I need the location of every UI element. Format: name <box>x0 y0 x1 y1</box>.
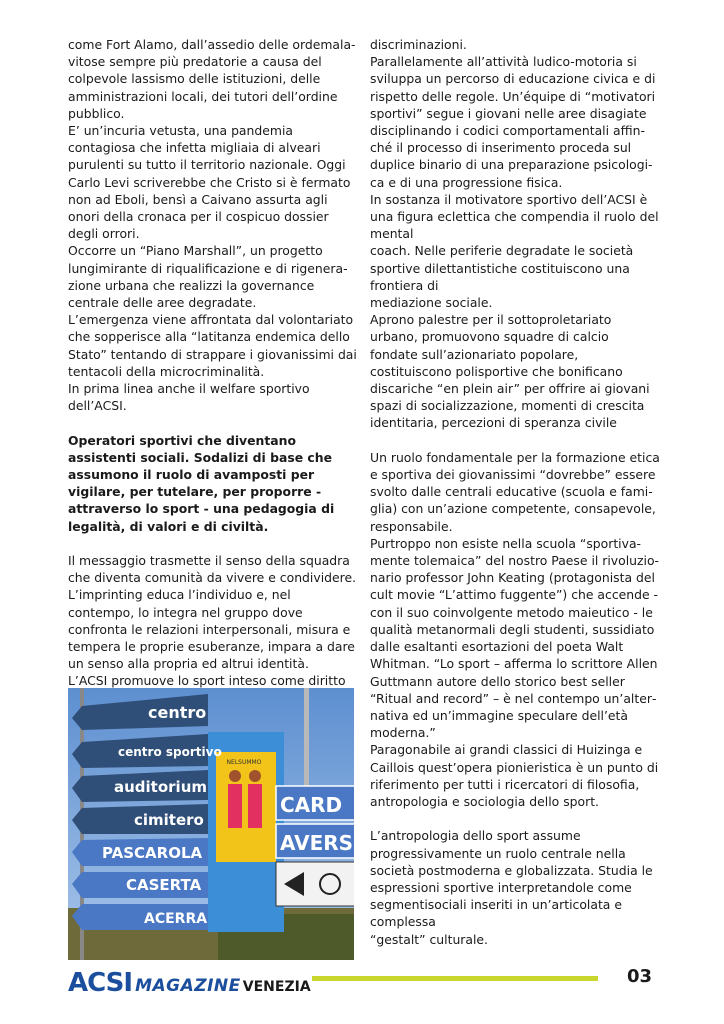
paragraph: Un ruolo fondamentale per la formazione etica e sportiva dei giovanissimi “dovrebbe” essere svolto dalle centrali educative (scuola e famiglia) con un’azione competente, consapevole, responsabile. <box>370 449 660 534</box>
highlight-paragraph: Operatori sportivi che diventano assistenti sociali. Sodalizi di base che assumono il ruolo di avamposti per vigilare, per tutelare, per proporre - attraverso lo sport - una pedagogia di legalità, di valori e di civiltà. <box>68 432 335 534</box>
acsi-logo-text: ACSI <box>68 968 133 998</box>
sign-caserta: CASERTA <box>126 876 202 894</box>
magazine-logo-text: MAGAZINE <box>135 976 241 996</box>
sign-avers: AVERS <box>280 831 354 855</box>
paragraph: L’antropologia dello sport assume progressivamente un ruolo centrale nella società postmoderna e globalizzata. Studia le espressioni sportive interpretandole come segmentisociali inseriti in un’articolata e complessa <box>370 828 653 930</box>
page-number: 03 <box>627 966 653 987</box>
sign-card: CARD <box>280 793 343 817</box>
paragraph: L’ACSI promuove lo sport inteso come diritto <box>68 673 346 689</box>
left-column <box>68 36 358 707</box>
paragraph: coach. Nelle periferie degradate le società sportive dilettantistiche costituiscono una frontiera di <box>370 243 634 293</box>
sign-pascarola: PASCAROLA <box>102 844 203 862</box>
paragraph: In sostanza il motivatore sportivo dell’ACSI è una figura eclettica che compendia il ruolo del mental <box>370 191 659 242</box>
sign-acerra: ACERRA <box>144 911 208 927</box>
city-logo-text: VENEZIA <box>242 979 311 995</box>
paragraph: Il messaggio trasmette il senso della squadra che diventa comunità da vivere e condividere. <box>68 553 357 586</box>
paragraph: E’ un’incuria vetusta, una pandemia contagiosa che infetta migliaia di alveari purulenti su tutto il territorio nazionale. Oggi Carlo Levi scriverebbe che Cristo si è fermato non ad Eboli, bensì a Caivano assurta agli onori della cronaca per il cospicuo dossier degli orrori. <box>68 123 351 242</box>
paragraph: Occorre un “Piano Marshall”, un progetto lungimirante di riqualificazione e di rigenerazione urbana che realizzi la governance centrale delle aree degradate. <box>68 243 348 311</box>
road-signs-photo <box>68 688 354 960</box>
paragraph: L’emergenza viene affrontata dal volontariato che sopperisce alla “latitanza endemica dello Stato” tentando di strappare i giovanissimi dai tentacoli della microcriminalità. <box>68 312 357 379</box>
paragraph: L’imprinting educa l’individuo e, nel contempo, lo integra nel gruppo dove confronta le relazioni interpersonali, misura e tempera le proprie esuberanze, impara a dare un senso alla propria ed altrui identità. <box>68 587 355 672</box>
mural-label: NELSUMMO <box>226 759 262 766</box>
paragraph: mediazione sociale. <box>370 295 493 311</box>
paragraph: “gestalt” culturale. <box>370 931 488 947</box>
footer-accent-line <box>312 976 598 981</box>
right-column <box>370 36 660 948</box>
paragraph: come Fort Alamo, dall’assedio delle ordemalavitose sempre più predatorie a causa del colpevole lassismo delle istituzioni, delle amministrazioni locali, dei tutori dell’ordine pubblico. <box>68 37 356 121</box>
paragraph: Aprono palestre per il sottoproletariato urbano, promuovono squadre di calcio fondate sull’azionariato popolare, costituiscono polisportive che bonificano discariche “en plein air” per offrire ai giovani spazi di socializzazione, momenti di crescita identitaria, percezioni di speranza civile <box>370 312 650 431</box>
sign-centro-sportivo: centro sportivo <box>118 745 222 759</box>
sign-centro: centro <box>148 703 207 722</box>
sign-cimitero: cimitero <box>134 811 204 829</box>
paragraph: Paragonabile ai grandi classici di Huizinga e Caillois quest’opera pionieristica è un punto di riferimento per tutti i ricercatori di filosofia, antropologia e sociologia dello sport. <box>370 742 659 809</box>
sign-auditorium: auditorium <box>114 778 208 796</box>
acsi-magazine-logo <box>68 966 311 996</box>
paragraph: In prima linea anche il welfare sportivo dell’ACSI. <box>68 381 310 414</box>
paragraph: Purtroppo non esiste nella scuola “sportivamente tolemaica” del nostro Paese il rivoluzionario professor John Keating (protagonista del cult movie “L’attimo fuggente”) che accende - con il suo coinvolgente metodo maieutico - le qualità metanormali degli studenti, sussidiato dalle esaltanti esortazioni del poeta Walt Whitman. “Lo sport – afferma lo scrittore Allen Guttmann autore dello storico best seller “Ritual and record” – è nel contempo un’alternativa ed un’immagine speculare dell’età moderna.” <box>370 535 660 741</box>
paragraph: Parallelamente all’attività ludico-motoria si sviluppa un percorso di educazione civica e di rispetto delle regole. Un’équipe di “motivatori sportivi” segue i giovani nelle aree disagiate disciplinando i codici comportamentali affinché il processo di inserimento proceda sul duplice binario di una preparazione psicologica e di una progressione fisica. <box>370 54 656 190</box>
paragraph: discriminazioni. <box>370 37 467 52</box>
